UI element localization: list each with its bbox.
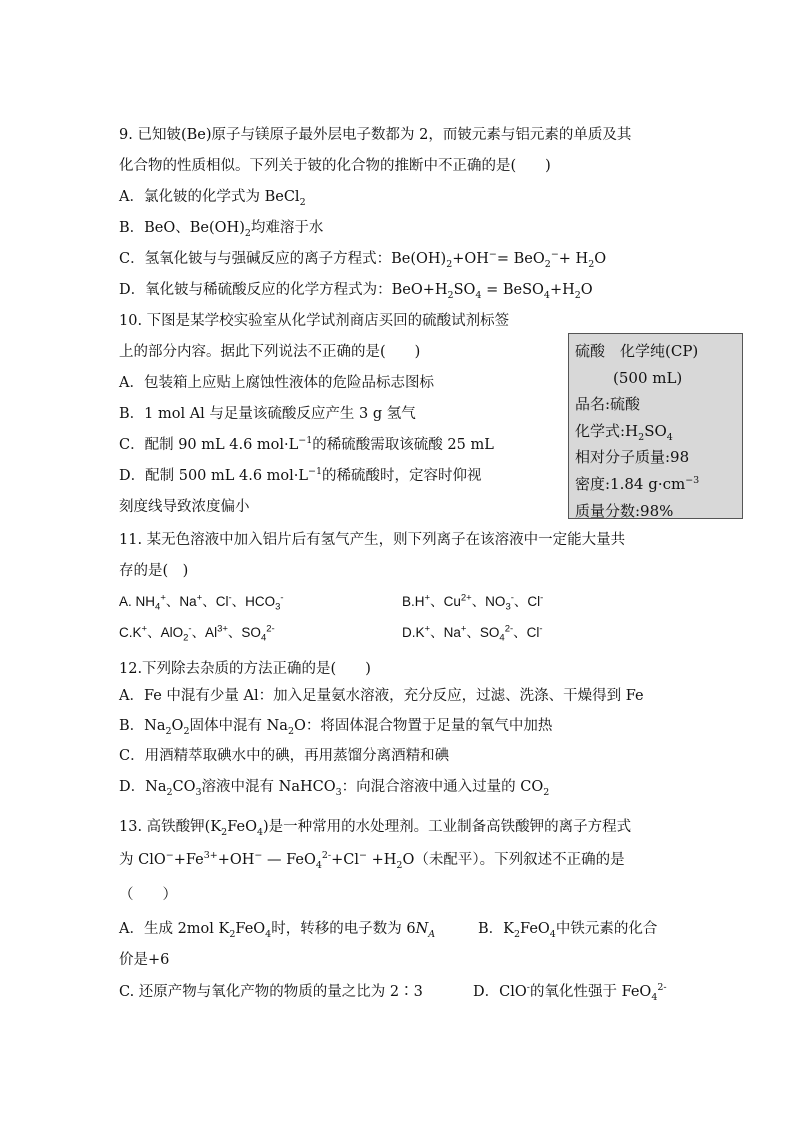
q11-stem-line1: 11. 某无色溶液中加入铝片后有氢气产生，则下列离子在该溶液中一定能大量共 bbox=[119, 532, 626, 548]
q9-option-b: B．BeO、$Be(OH)_2$均难溶于水 bbox=[119, 220, 324, 239]
q12-option-d: D．$Na_2CO_3$溶液中混有 NaHCO$_3$：向混合溶液中通入过量的 $CO_2$ bbox=[119, 779, 550, 798]
q9-stem-line1: 9. 已知铍(Be)原子与镁原子最外层电子数都为 2，而铍元素与铝元素的单质及其 bbox=[119, 127, 632, 143]
label-density: 密度:1.84 $g\cdot cm^{-3}$ bbox=[575, 474, 700, 493]
q13-stem-line2: 为 $ClO^-+Fe^{3+}+OH^-$ — $FeO_4^{2-}+Cl^- +H_2O$（未配平）。下列叙述不正确的是 bbox=[119, 850, 625, 871]
q10-option-b: B．1 mol Al 与足量该硫酸反应产生 3 g 氢气 bbox=[119, 406, 416, 422]
q10-option-c: C．配制 90 mL 4.6 $mol\cdot L^{-1}$的稀硫酸需取该硫酸 25 mL bbox=[119, 435, 494, 453]
q11-stem-line2: 存的是( ) bbox=[119, 563, 189, 579]
q10-option-d-cont: 刻度线导致浓度偏小 bbox=[119, 499, 250, 515]
q13-stem-line1: 13. 高铁酸钾$(K_2FeO_4)$是一种常用的水处理剂。工业制备高铁酸钾的离子方程式 bbox=[119, 819, 632, 838]
label-name: 品名:硫酸 bbox=[575, 395, 641, 414]
q11-option-b: B.H+、$Cu^{2+}$、$NO_3^-$、Cl- bbox=[402, 592, 544, 613]
label-mass-fraction: 质量分数:98% bbox=[575, 501, 674, 520]
q13-option-d: D．ClO-的氧化性强于 FeO$_4^{2-}$ bbox=[473, 982, 667, 1003]
q9-stem-line2: 化合物的性质相似。下列关于铍的化合物的推断中不正确的是( ) bbox=[119, 158, 551, 174]
q12-option-c: C．用酒精萃取碘水中的碘，再用蒸馏分离酒精和碘 bbox=[119, 748, 450, 764]
q13-option-b-cont: 价是+6 bbox=[119, 952, 170, 968]
q10-option-d: D．配制 500 mL 4.6 $mol\cdot L^{-1}$的稀硫酸时，定容时仰视 bbox=[119, 466, 482, 484]
q10-stem-line2: 上的部分内容。据此下列说法不正确的是( ) bbox=[119, 344, 421, 360]
q9-option-c: C．氢氧化铍与与强碱反应的离子方程式：$Be(OH)_2+OH^-= BeO_2^-+ H_2O$ bbox=[119, 249, 607, 270]
q12-stem: 12.下列除去杂质的方法正确的是( ) bbox=[119, 661, 371, 677]
q9-option-d: D．氧化铍与稀硫酸反应的化学方程式为：$BeO+H_2SO_4$ = $BeSO_4+H_2O$ bbox=[119, 282, 593, 301]
label-title: 硫酸 化学纯(CP) bbox=[575, 342, 699, 360]
q11-option-d: D.K+、Na+、$SO_4^{2-}$、Cl- bbox=[402, 623, 543, 644]
q12-option-b: B．$Na_2O_2$固体中混有 $Na_2O$：将固体混合物置于足量的氧气中加热 bbox=[119, 718, 553, 737]
q11-option-c: C.K+、AlO$_2$-、$Al^{3+}$、$SO_4^{2-}$ bbox=[119, 623, 275, 644]
label-molar-mass: 相对分子质量:98 bbox=[575, 448, 690, 467]
q13-option-c: C. 还原产物与氧化产物的物质的量之比为 2∶3 bbox=[119, 984, 423, 1000]
q13-option-b: B．$K_2FeO_4$中铁元素的化合 bbox=[478, 921, 658, 940]
sulfuric-acid-label bbox=[568, 333, 743, 519]
q11-option-a: A. $NH_4^+$、Na+、Cl-、$HCO_3^-$ bbox=[119, 592, 284, 613]
q13-paren: （ ） bbox=[119, 887, 177, 903]
q9-option-a: A．氯化铍的化学式为 BeCl$_2$ bbox=[119, 189, 306, 208]
q12-option-a: A．Fe 中混有少量 Al：加入足量氨水溶液，充分反应，过滤、洗涤、干燥得到 Fe bbox=[119, 688, 644, 704]
label-formula: 化学式$:H_2SO_4$ bbox=[575, 421, 673, 443]
q13-option-a: A．生成 2mol $K_2FeO_4$时，转移的电子数为 $6N_A$ bbox=[119, 921, 436, 940]
q10-stem-line1: 10. 下图是某学校实验室从化学试剂商店买回的硫酸试剂标签 bbox=[119, 313, 510, 329]
label-volume: (500 mL) bbox=[613, 368, 683, 387]
q10-option-a: A．包装箱上应贴上腐蚀性液体的危险品标志图标 bbox=[119, 375, 434, 391]
